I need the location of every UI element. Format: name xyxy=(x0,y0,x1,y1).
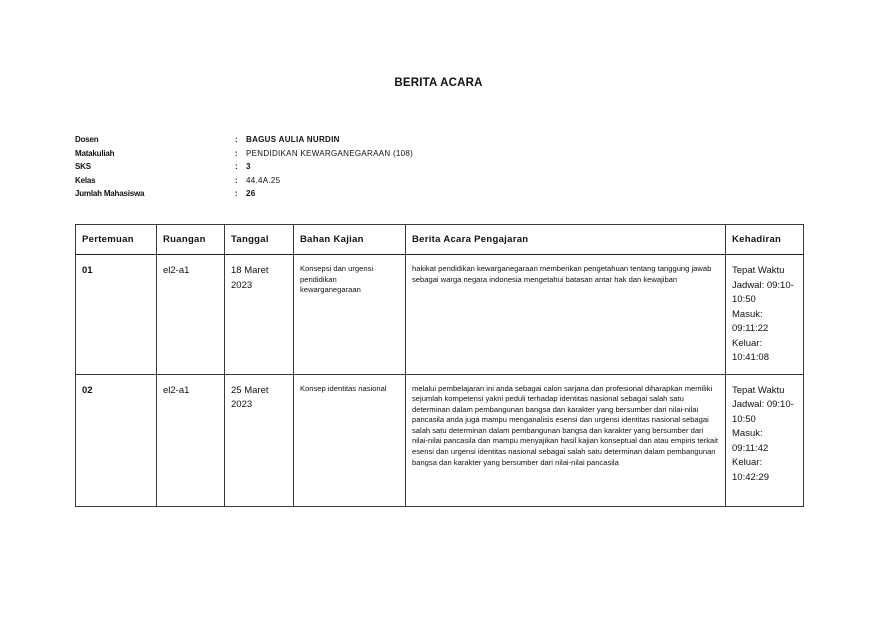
info-row-jumlah-mahasiswa xyxy=(75,187,575,201)
info-colon: : xyxy=(235,135,238,144)
header-tanggal: Tanggal xyxy=(225,225,294,255)
cell-pertemuan: 02 xyxy=(76,374,157,506)
cell-kehadiran xyxy=(726,255,804,375)
cell-tanggal: 18 Maret 2023 xyxy=(225,255,294,375)
document-title: BERITA ACARA xyxy=(394,77,483,89)
kehadiran-jadwal: Tepat Waktu Jadwal: 09:10-10:50 xyxy=(732,384,794,425)
info-colon: : xyxy=(235,189,238,198)
cell-berita-acara: hakikat pendidikan kewarganegaraan memberikan pengetahuan tentang tanggung jawab sebagai warga negara indonesia mengetahui batasan antar hak dan kewajiban xyxy=(406,255,726,375)
info-label: SKS xyxy=(75,162,91,171)
kehadiran-keluar: Keluar: 10:41:08 xyxy=(732,337,769,363)
header-ruangan: Ruangan xyxy=(157,225,225,255)
header-kehadiran: Kehadiran xyxy=(726,225,804,255)
info-colon: : xyxy=(235,162,238,171)
info-row-kelas xyxy=(75,174,575,188)
table-row xyxy=(76,255,804,375)
cell-kehadiran xyxy=(726,374,804,506)
header-berita-acara: Berita Acara Pengajaran xyxy=(406,225,726,255)
cell-pertemuan: 01 xyxy=(76,255,157,375)
info-row-matakuliah xyxy=(75,147,575,161)
header-pertemuan: Pertemuan xyxy=(76,225,157,255)
cell-tanggal: 25 Maret 2023 xyxy=(225,374,294,506)
cell-bahan-kajian: Konsep identitas nasional xyxy=(294,374,406,506)
info-colon: : xyxy=(235,148,238,158)
info-value: 3 xyxy=(246,162,251,171)
table-header-row xyxy=(76,225,804,255)
info-row-dosen xyxy=(75,133,575,147)
berita-acara-table xyxy=(75,224,804,507)
info-label: Matakuliah xyxy=(75,148,115,158)
kehadiran-jadwal: Tepat Waktu Jadwal: 09:10-10:50 xyxy=(732,265,794,305)
kehadiran-masuk: Masuk: 09:11:42 xyxy=(732,428,769,454)
info-label: Dosen xyxy=(75,135,99,144)
table-row xyxy=(76,374,804,506)
info-value: 44.4A.25 xyxy=(246,175,281,185)
cell-berita-acara: melalui pembelajaran ini anda sebagai calon sarjana dan profesional diharapkan memiliki sejumlah kompetensi yakni peduli terhadap identitas nasional sebagai salah satu determinan dalam pembangunan bangsa dan karakter yang bersumber dari nilai-nilai pancasila anda juga mampu menganalisis esensi dan urgensi identitas nasional sebagai salah satu determinan dalam pembangunan bangsa dan karakter yang bersumber dari nilai-nilai pancasila dan mampu menyajikan hasil kajian konseptual dan atau empiris terkait esensi dan urgensi identitas nasional sebagai salah satu determinan dalam pembangunan bangsa dan karakter yang bersumber dari nilai-nilai pancasila xyxy=(406,374,726,506)
info-value: 26 xyxy=(246,189,256,198)
info-row-sks xyxy=(75,160,575,174)
cell-ruangan: el2-a1 xyxy=(157,255,225,375)
info-value: PENDIDIKAN KEWARGANEGARAAN (108) xyxy=(246,148,414,158)
info-label: Jumlah Mahasiswa xyxy=(75,189,145,198)
info-value: BAGUS AULIA NURDIN xyxy=(246,135,340,144)
info-colon: : xyxy=(235,175,238,185)
info-label: Kelas xyxy=(75,175,96,185)
cell-ruangan: el2-a1 xyxy=(157,374,225,506)
cell-bahan-kajian: Konsepsi dan urgensi pendidikan kewarganegaraan xyxy=(294,255,406,375)
header-bahan-kajian: Bahan Kajian xyxy=(294,225,406,255)
kehadiran-masuk: Masuk: 09:11:22 xyxy=(732,308,769,334)
kehadiran-keluar: Keluar: 10:42:29 xyxy=(732,457,769,483)
info-section xyxy=(75,133,575,201)
